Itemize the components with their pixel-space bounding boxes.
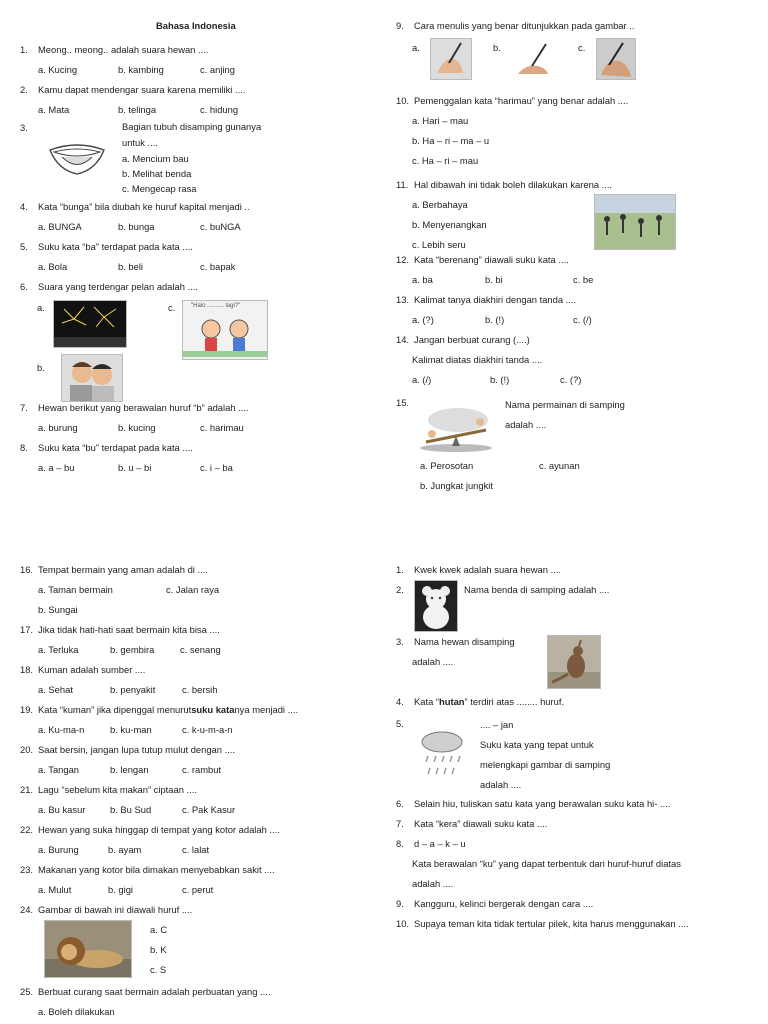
question-12-13-14: 12. Kata “berenang” diawali suku kata .... a. ba b. bi c. be 13. Kalimat tanya diakhiri dengan tanda .... a. (?) b. (!) c. (/) 14. Jangan berbuat curang (....) Kalimat diatas diakhiri tanda .... a. (/) b. (!) c. (?) [396, 254, 594, 385]
question-11: 11. Hal dibawah ini tidak boleh dilakukan karena .... a. Berbahaya b. Menyenangkan c. Lebih seru [396, 179, 613, 250]
kangaroo-image [547, 635, 601, 689]
essay-question-1: 1. Kwek kwek adalah suara hewan .... [396, 564, 561, 575]
essay-question-5-number: 5. [396, 718, 404, 729]
essay-question-2: Nama benda di samping adalah .... [464, 584, 610, 595]
hand-writing-image-b [516, 38, 552, 78]
q9-option-a[interactable]: a. [412, 42, 420, 53]
essay-question-3: 3. Nama hewan disamping adalah .... [396, 636, 515, 667]
seesaw-image [418, 402, 494, 452]
fireworks-image [53, 300, 127, 348]
question-15: Nama permainan di samping adalah .... [505, 399, 625, 430]
essay-question-5: .... – jan Suku kata yang tepat untuk melengkapi gambar di samping adalah .... [480, 719, 611, 790]
essay-question-6-10: 6. Selain hiu, tuliskan satu kata yang berawalan suku kata hi- .... 7. Kata “kera” diawali suku kata .... 8. d – a – k – u Kata berawalan “ku” yang dapat terbentuk dari huruf-huruf diatas adalah .... 9. Kangguru, kelinci bergerak dengan cara .... 10. Supaya teman kita tidak tertular pilek, kita harus menggunakan .... [396, 798, 689, 929]
question-24-options: a. C b. K c. S [150, 924, 168, 975]
lion-image [44, 920, 132, 978]
question-3-number: 3. [20, 122, 28, 133]
essay-question-4: 4. Kata “hutan” terdiri atas ........ huruf. [396, 696, 565, 707]
children-shouting-image: "Halo .......... lagi?" [182, 300, 268, 360]
q9-option-b[interactable]: b. [493, 42, 501, 53]
children-playing-image [594, 194, 676, 250]
question-10: 10. Pemenggalan kata “harimau” yang benar adalah .... a. Hari – mau b. Ha – ri – ma – u c. Ha – ri – mau [396, 95, 629, 166]
question-7-8: 7. Hewan berikut yang berawalan huruf “b” adalah .... a. burung b. kucing c. harimau 8. Suku kata “bu” terdapat pada kata .... a. a – bu b. u – bi c. i – ba [20, 402, 249, 473]
page-title: Bahasa Indonesia [156, 20, 236, 31]
q6-option-b-label[interactable]: b. [37, 362, 45, 373]
teddy-bear-image [414, 580, 458, 632]
essay-question-2-number: 2. [396, 584, 404, 595]
hand-writing-image-a [430, 38, 472, 80]
question-3: Bagian tubuh disamping gunanya untuk .... a. Mencium bau b. Melihat benda c. Mengecap rasa [122, 121, 262, 194]
q9-option-c[interactable]: c. [578, 42, 586, 53]
question-16-23: 16. Tempat bermain yang aman adalah di .... a. Taman bermain c. Jalan raya b. Sungai 17. Jika tidak hati-hati saat bermain kita bisa .... a. Terluka b. gembira c. senang 18. Kuman adalah sumber .... a. Sehat b. penyakit c. bersih 19. Kata “kuman” jika dipenggal menurut suku kata nya menjadi .... a. Ku-ma-n b. ku-man c. k-u-m-a-n 20. Saat bersin, jangan lupa tutup mulut dengan .... a. Tangan b. lengan c. rambut 21. Lagu “sebelum kita makan” ciptaan .... a. Bu kasur b. Bu Sud c. Pak Kasur 22. Hewan yang suka hinggap di tempat yang kotor adalah .... a. Burung b. ayam c. lalat 23. Makanan yang kotor bila dimakan menyebabkan sakit .... a. Mulut b. gigi c. perut 24. Gambar di bawah ini diawali huruf .... [20, 564, 299, 915]
rain-cloud-image [420, 730, 466, 784]
question-4-5: 4. Kata “bunga” bila diubah ke huruf kapital menjadi .. a. BUNGA b. bunga c. buNGA 5. Suku kata “ba” terdapat pada kata .... a. Bola b. beli c. bapak 6. Suara yang terdengar pelan adalah .... [20, 201, 250, 292]
question-9: 9. Cara menulis yang benar ditunjukkan pada gambar .. [396, 20, 635, 31]
question-25: 25. Berbuat curang saat bermain adalah perbuatan yang .... a. Boleh dilakukan [20, 986, 271, 1017]
q6-option-c-label[interactable]: c. [168, 302, 176, 313]
mouth-tongue-image [46, 138, 108, 178]
question-1: 1. Meong.. meong.. adalah suara hewan .... a. Kucing b. kambing c. anjing 2. Kamu dapat mendengar suara karena memiliki .... a. Mata b. telinga c. hidung [20, 44, 246, 115]
question-15-options: a. Perosotan c. ayunan b. Jungkat jungkit [420, 460, 580, 491]
question-15-number: 15. [396, 397, 410, 408]
hand-writing-image-c [596, 38, 636, 80]
whispering-image [61, 354, 123, 402]
q6-option-a-label[interactable]: a. [37, 302, 45, 313]
